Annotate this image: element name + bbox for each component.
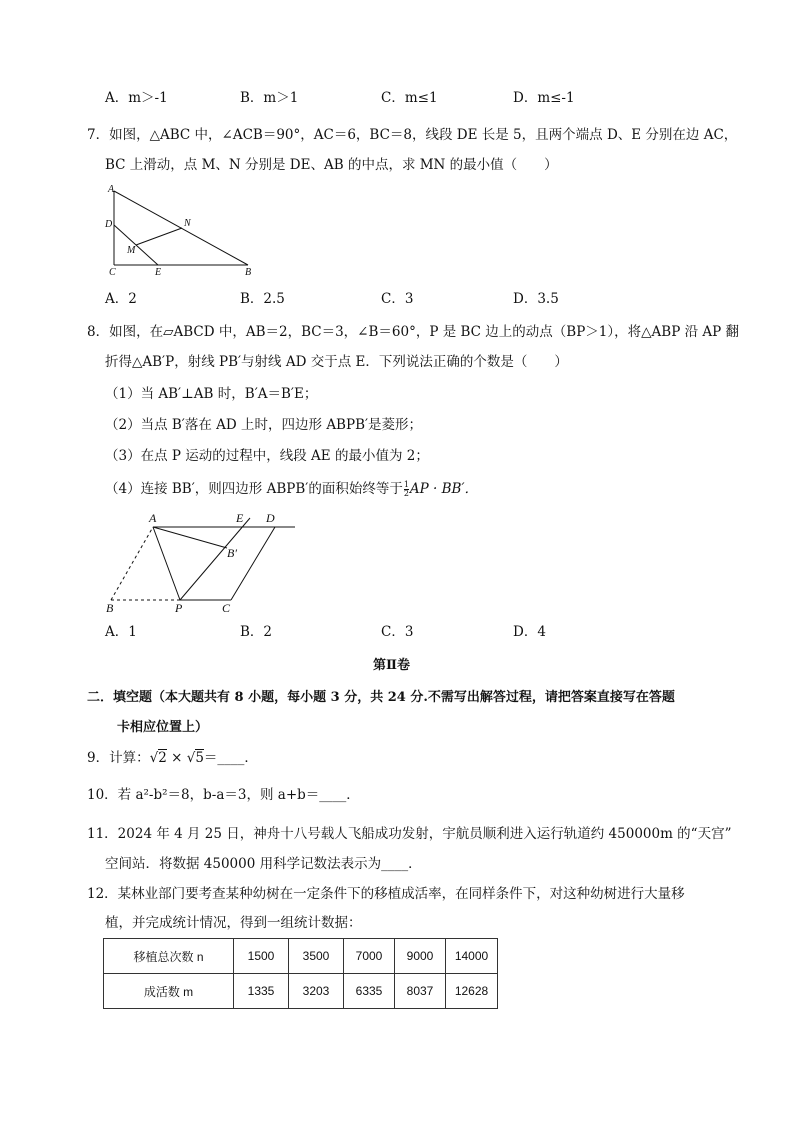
q8-statement-4-pre: （4）连接 BB′，则四边形 ABPB′的面积始终等于 (105, 481, 403, 497)
q8-statement-3: （3）在点 P 运动的过程中，线段 AE 的最小值为 2； (105, 448, 429, 464)
q8-option-b: B．2 (240, 624, 273, 640)
q8-statement-4 (105, 480, 478, 498)
q7-option-c: C．3 (381, 291, 414, 307)
q8-label-p: P (175, 601, 183, 615)
q7-label-m: M (127, 245, 136, 256)
q9-text (87, 749, 258, 767)
q7-label-n: N (184, 218, 191, 229)
table-cell: 1335 (234, 974, 289, 1009)
section2-heading-line2: 卡相应位置上） (117, 720, 209, 735)
q8-option-d: D．4 (513, 624, 546, 640)
table-header-cell: 移植总次数 n (104, 939, 234, 974)
table-header-cell: 成活数 m (104, 974, 234, 1009)
q8-text-line1: 8．如图，在▱ABCD 中，AB＝2，BC＝3，∠B＝60°，P 是 BC 边上的动点（BP＞1），将△ABP 沿 AP 翻 (87, 324, 739, 340)
q12-text-line2: 植，并完成统计情况，得到一组统计数据： (105, 915, 362, 931)
q8-label-e: E (236, 511, 244, 525)
table-row (104, 939, 498, 974)
table-cell: 3203 (289, 974, 344, 1009)
q6-option-d: D．m≤-1 (513, 90, 575, 106)
table-cell: 3500 (289, 939, 344, 974)
q10-text: 10．若 a²-b²＝8，b-a＝3，则 a+b＝____． (87, 787, 360, 803)
q8-statement-4-post: AP · BB′． (409, 481, 479, 497)
table-cell: 7000 (344, 939, 395, 974)
q8-statement-1: （1）当 AB′⊥AB 时，B′A＝B′E； (105, 386, 318, 402)
q7-label-d: D (105, 219, 113, 230)
q8-label-d: D (266, 511, 275, 525)
q7-text-line2: BC 上滑动，点 M、N 分别是 DE、AB 的中点，求 MN 的最小值（ ） (105, 157, 558, 173)
part2-title: 第Ⅱ卷 (373, 658, 410, 673)
q8-label-a: A (149, 511, 157, 525)
q8-half-fraction (404, 481, 409, 498)
q11-text-line1: 11．2024 年 4 月 25 日，神舟十八号载人飞船成功发射，宇航员顺利进入运行轨道约 450000m 的“天宫” (87, 826, 732, 842)
q8-statement-2: （2）当点 B′落在 AD 上时，四边形 ABPB′是菱形； (105, 417, 423, 433)
fraction-denominator: 2 (403, 489, 409, 498)
q8-text-line2: 折得△AB′P，射线 PB′与射线 AD 交于点 E．下列说法正确的个数是（ ） (105, 354, 568, 370)
sqrt-icon: √ (149, 750, 159, 766)
q7-label-c: C (109, 267, 116, 278)
q7-option-d: D．3.5 (513, 291, 559, 307)
q7-text-line1: 7．如图，△ABC 中，∠ACB＝90°，AC＝6，BC＝8，线段 DE 长是 5，且两个端点 D、E 分别在边 AC， (87, 127, 738, 143)
q6-option-c: C．m≤1 (381, 90, 438, 106)
table-cell: 6335 (344, 974, 395, 1009)
section2-heading-line1: 二．填空题（本大题共有 8 小题，每小题 3 分，共 24 分.不需写出解答过程，请把答案直接写在答题 (87, 690, 675, 705)
q7-label-e: E (155, 267, 162, 278)
q9-radicand-2: 5 (195, 750, 204, 766)
table-cell: 9000 (395, 939, 446, 974)
q9-radicand-1: 2 (158, 750, 167, 766)
q9-suffix: ＝____． (203, 750, 258, 766)
sqrt-icon: √ (186, 750, 196, 766)
q7-figure (100, 183, 260, 283)
q8-option-c: C．3 (381, 624, 414, 640)
q12-text-line1: 12．某林业部门要考查某种幼树在一定条件下的移植成活率，在同样条件下，对这种幼树进行大量移 (87, 886, 685, 902)
q7-option-a: A．2 (105, 291, 137, 307)
q12-data-table (103, 938, 498, 1009)
table-cell: 12628 (446, 974, 498, 1009)
q6-option-b: B．m＞1 (240, 90, 299, 106)
table-cell: 8037 (395, 974, 446, 1009)
q9-prefix: 9．计算： (87, 750, 150, 766)
fraction-numerator: 1 (403, 480, 409, 489)
q8-figure (103, 510, 303, 615)
table-cell: 14000 (446, 939, 498, 974)
q8-label-c: C (222, 601, 231, 615)
q8-label-b-prime: B′ (227, 546, 237, 560)
q8-option-a: A．1 (105, 624, 137, 640)
q11-text-line2: 空间站．将数据 450000 用科学记数法表示为____． (105, 856, 422, 872)
times-sign: × (171, 750, 183, 766)
table-cell: 1500 (234, 939, 289, 974)
q6-option-a: A．m＞-1 (105, 90, 168, 106)
table-row (104, 974, 498, 1009)
q7-label-a: A (108, 184, 115, 195)
q7-option-b: B．2.5 (240, 291, 285, 307)
q7-label-b: B (245, 267, 252, 278)
q8-label-b: B (106, 601, 114, 615)
